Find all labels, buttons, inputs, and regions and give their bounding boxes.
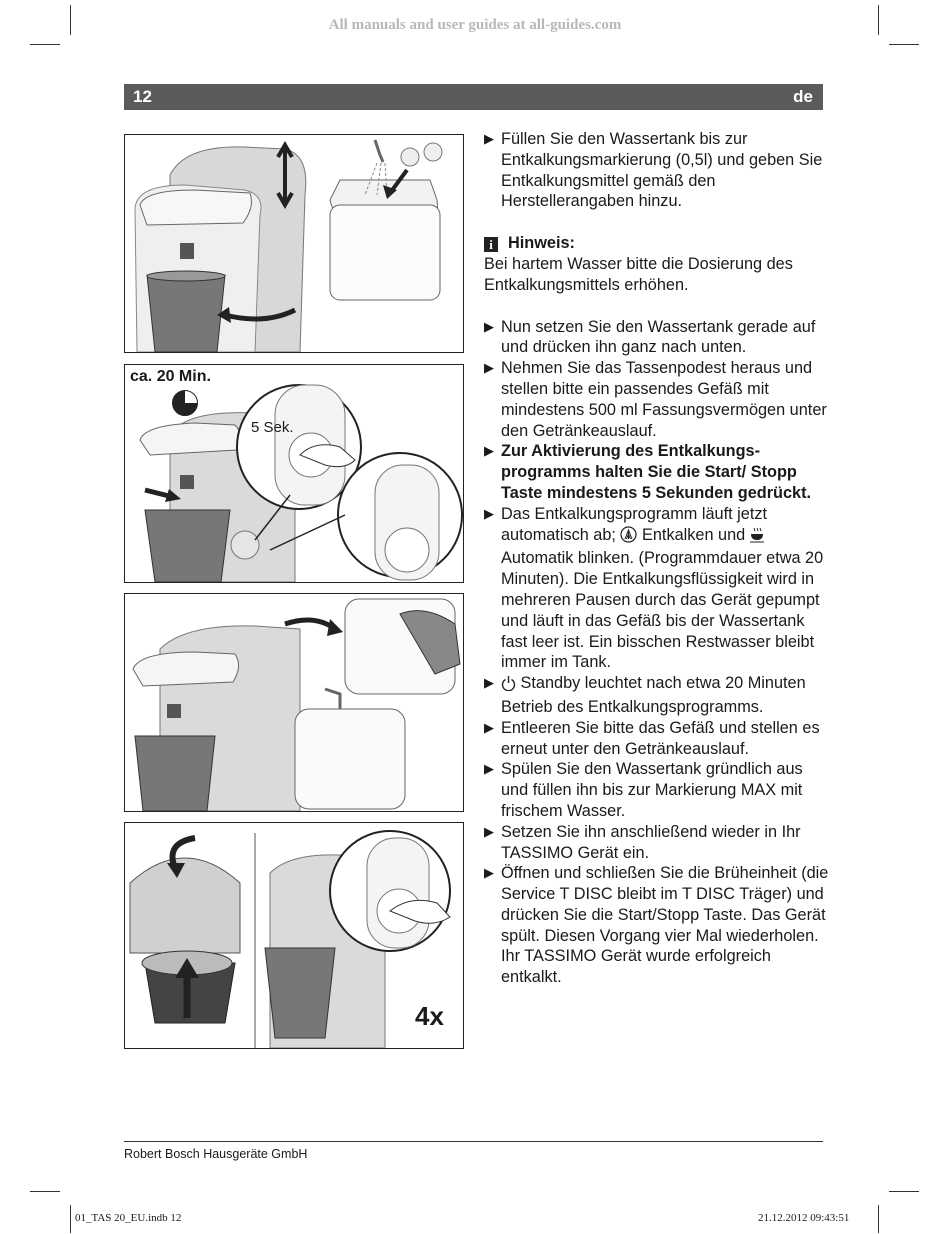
- footer-rule: [124, 1141, 823, 1142]
- bullet-arrow-icon: ▶: [484, 318, 494, 334]
- print-slug-file: 01_TAS 20_EU.indb 12: [75, 1212, 182, 1224]
- bullet-arrow-icon: ▶: [484, 505, 494, 521]
- step-rinse-cycles: ▶ Öffnen und schließen Sie die Brüheinheit (die Service T DISC bleibt im T DISC Träger) und drücken Sie die Start/Stopp Taste. Das Gerät spült. Diesen Vorgang vier Mal wiederholen.: [484, 864, 829, 945]
- step-fill-tank: ▶ Füllen Sie den Wassertank bis zur Entkalkungsmarkierung (0,5l) und geben Sie Entkalkungsmittel gemäß den Herstellerangaben hinzu.: [484, 130, 823, 211]
- step-rinse-tank: ▶ Spülen Sie den Wassertank gründlich aus und füllen ihn bis zur Markierung MAX mit frischem Wasser.: [484, 760, 803, 820]
- illustration-descaling-running: [124, 593, 464, 812]
- page-header: [124, 84, 823, 110]
- info-icon: i: [484, 237, 498, 252]
- result-text: Ihr TASSIMO Gerät wurde erfolgreich entkalkt.: [501, 947, 771, 987]
- press-duration-label: 5 Sek.: [251, 419, 294, 436]
- bullet-arrow-icon: ▶: [484, 761, 494, 777]
- step-program-runs: ▶ Das Entkalkungsprogramm läuft jetzt automatisch ab; Entkalken und Automatik blinken. (Programmdauer etwa 20 Minuten). Die Entkalkungsflüssigkeit wird in mehreren Pausen durch das Gerät gepumpt und läuft in das Gefäß bis der Wassertank fast leer ist. Ein bisschen Restwasser bleibt immer im Tank.: [484, 504, 824, 672]
- crop-mark: [30, 44, 60, 45]
- repeat-count-label: 4x: [415, 1001, 444, 1031]
- instructions-column: [484, 129, 829, 988]
- illustration-rinse: [124, 822, 464, 1049]
- crop-mark: [70, 1205, 71, 1233]
- descale-icon: [620, 526, 637, 549]
- bullet-arrow-icon: ▶: [484, 823, 494, 839]
- note-title: i Hinweis:: [484, 233, 829, 254]
- note-text: Bei hartem Wasser bitte die Dosierung des Entkalkungsmittels erhöhen.: [484, 254, 793, 294]
- watermark: All manuals and user guides at all-guides.com: [328, 17, 622, 33]
- crop-mark: [878, 1205, 879, 1233]
- bullet-arrow-icon: ▶: [484, 865, 494, 881]
- auto-cup-icon: [750, 527, 764, 549]
- language-code: de: [793, 87, 813, 106]
- bullet-arrow-icon: ▶: [484, 675, 494, 691]
- bullet-arrow-icon: ▶: [484, 719, 494, 735]
- power-icon: [501, 675, 516, 697]
- duration-label: ca. 20 Min.: [130, 368, 211, 385]
- page-number: 12: [133, 87, 152, 106]
- illustration-start-descaling: [124, 364, 464, 583]
- crop-mark: [889, 44, 919, 45]
- crop-mark: [889, 1191, 919, 1192]
- bullet-arrow-icon: ▶: [484, 443, 494, 459]
- bullet-arrow-icon: ▶: [484, 131, 494, 146]
- crop-mark: [30, 1191, 60, 1192]
- step-activate-program: ▶ Zur Aktivierung des Entkalkungs-programms halten Sie die Start/ Stopp Taste mindestens 5 Sekunden gedrückt.: [484, 442, 812, 502]
- step-insert-tank: ▶ Nun setzen Sie den Wassertank gerade auf und drücken ihn ganz nach unten.: [484, 317, 816, 357]
- footer-company: Robert Bosch Hausgeräte GmbH: [124, 1147, 308, 1161]
- step-empty-container: ▶ Entleeren Sie bitte das Gefäß und stellen es erneut unter den Getränkeauslauf.: [484, 718, 820, 758]
- bullet-arrow-icon: ▶: [484, 360, 494, 376]
- step-reinsert-tank: ▶ Setzen Sie ihn anschließend wieder in Ihr TASSIMO Gerät ein.: [484, 822, 801, 862]
- step-standby: ▶ Standby leuchtet nach etwa 20 Minuten Betrieb des Entkalkungsprogramms.: [484, 674, 806, 716]
- step-place-container: ▶ Nehmen Sie das Tassenpodest heraus und stellen bitte ein passendes Gefäß mit mindestens 500 ml Fassungsvermögen unter den Getränkeauslauf.: [484, 359, 827, 440]
- print-slug-date: 21.12.2012 09:43:51: [758, 1212, 850, 1224]
- illustration-fill-tank: [124, 134, 464, 353]
